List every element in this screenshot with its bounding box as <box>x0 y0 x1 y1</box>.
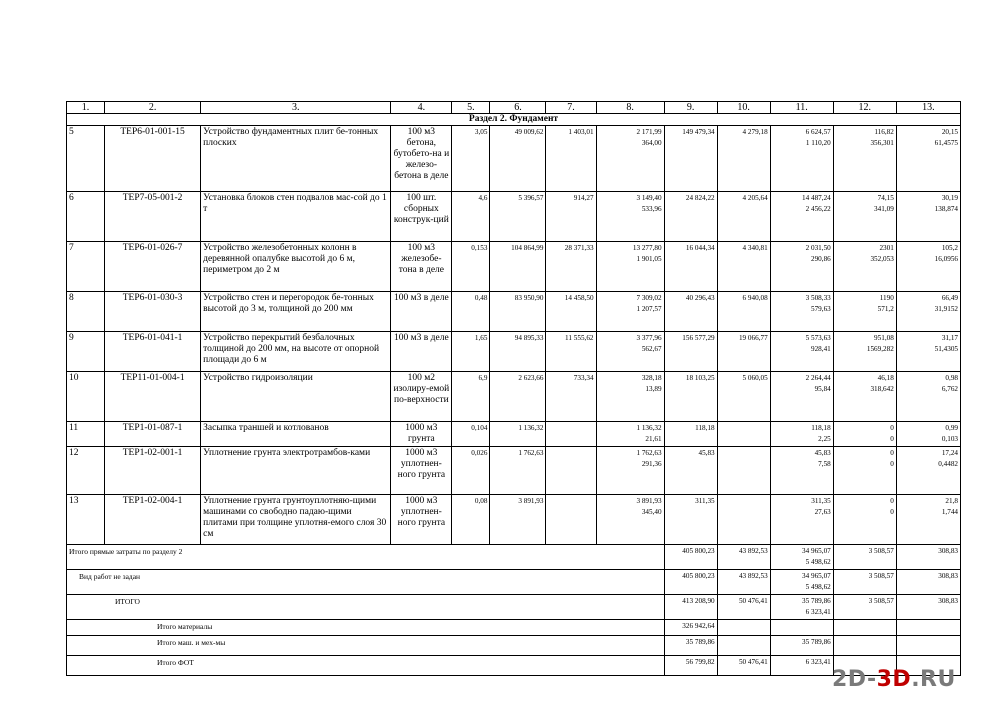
total-machine <box>770 192 833 242</box>
total-label: Вид работ не задан <box>67 570 665 595</box>
total-machine-bottom: 6 323,41 <box>805 658 831 666</box>
quantity: 0,48 <box>452 292 490 332</box>
work-name: Устройство железобетонных колонн в деревянной опалубке высотой до 6 м, периметром до 2 м <box>201 242 391 292</box>
machine-cost-top: 2 171,99 <box>636 128 662 136</box>
labor-unit-top: 951,08 <box>874 334 894 342</box>
machine-cost <box>596 422 664 447</box>
work-name: Уплотнение грунта электротрамбов-ками <box>201 447 391 495</box>
total-machine <box>770 620 833 636</box>
labor-unit-bottom: 1569,282 <box>866 345 894 353</box>
labor-unit-bottom: 318,642 <box>870 385 894 393</box>
wage-cost: 1 403,01 <box>546 126 596 192</box>
total-wage: 6 940,08 <box>717 292 770 332</box>
work-name: Установка блоков стен подвалов мас-сой до 1 т <box>201 192 391 242</box>
labor-total <box>896 422 960 447</box>
machine-cost <box>596 372 664 422</box>
table-row <box>67 495 961 545</box>
total-cost: 35 789,86 <box>664 636 717 656</box>
section-title: Раздел 2. Фундамент <box>67 114 961 126</box>
unit-cost: 1 136,32 <box>490 422 546 447</box>
labor-unit-top: 1190 <box>879 294 894 302</box>
labor-total-bottom: 138,874 <box>934 205 958 213</box>
row-number: 13 <box>67 495 105 545</box>
labor-unit-top: 0 <box>890 424 894 432</box>
total-labor-unit <box>833 620 896 636</box>
unit: 100 шт. сборных конструк-ций <box>391 192 452 242</box>
total-cost: 405 800,23 <box>664 545 717 570</box>
rate-code: ТЕР6-01-030-3 <box>105 292 201 332</box>
labor-unit-bottom: 352,053 <box>870 255 894 263</box>
total-machine <box>770 447 833 495</box>
total-machine-bottom: 1 110,20 <box>805 139 831 147</box>
total-machine <box>770 422 833 447</box>
quantity: 0,026 <box>452 447 490 495</box>
total-machine-top: 3 508,33 <box>805 294 831 302</box>
total-machine-bottom: 928,41 <box>810 345 831 353</box>
unit-cost: 2 623,66 <box>490 372 546 422</box>
row-number: 9 <box>67 332 105 372</box>
total-machine-bottom: 7,58 <box>818 460 831 468</box>
total-cost: 311,35 <box>664 495 717 545</box>
total-machine-bottom: 290,86 <box>810 255 831 263</box>
total-machine-bottom: 5 498,62 <box>805 558 831 566</box>
rate-code: ТЕР1-02-004-1 <box>105 495 201 545</box>
unit-cost: 49 009,62 <box>490 126 546 192</box>
wage-cost: 914,27 <box>546 192 596 242</box>
col-header-13: 13. <box>896 102 960 114</box>
total-cost: 413 208,90 <box>664 595 717 620</box>
total-label: Итого материалы <box>67 620 665 636</box>
total-machine <box>770 332 833 372</box>
machine-cost <box>596 242 664 292</box>
work-name: Устройство перекрытий безбалочных толщиной до 200 мм, на высоте от опорной площади до 6 м <box>201 332 391 372</box>
machine-cost-top: 13 277,80 <box>632 244 662 252</box>
labor-unit-bottom: 0 <box>890 435 894 443</box>
labor-total <box>896 372 960 422</box>
total-row <box>67 570 961 595</box>
machine-cost-bottom: 291,36 <box>641 460 662 468</box>
col-header-8: 8. <box>596 102 664 114</box>
total-wage: 19 066,77 <box>717 332 770 372</box>
labor-unit-top: 74,15 <box>877 194 894 202</box>
total-cost: 326 942,64 <box>664 620 717 636</box>
col-header-5: 5. <box>452 102 490 114</box>
total-machine-top: 311,35 <box>811 497 831 505</box>
quantity: 0,08 <box>452 495 490 545</box>
labor-unit-top: 46,18 <box>877 374 894 382</box>
row-number: 11 <box>67 422 105 447</box>
estimate-table-body <box>67 102 961 676</box>
quantity: 4,6 <box>452 192 490 242</box>
total-wage: 50 476,41 <box>717 656 770 676</box>
total-machine <box>770 242 833 292</box>
row-number: 10 <box>67 372 105 422</box>
total-machine-top: 35 789,86 <box>802 638 831 646</box>
labor-total-bottom: 0,103 <box>941 435 958 443</box>
col-header-4: 4. <box>391 102 452 114</box>
total-cost: 149 479,34 <box>664 126 717 192</box>
machine-cost-top: 1 136,32 <box>636 424 662 432</box>
labor-unit <box>833 292 896 332</box>
row-number: 6 <box>67 192 105 242</box>
total-machine-bottom: 5 498,62 <box>805 583 831 591</box>
total-machine-top: 5 573,63 <box>805 334 831 342</box>
machine-cost-bottom: 21,61 <box>645 435 662 443</box>
total-cost: 16 044,34 <box>664 242 717 292</box>
labor-unit <box>833 495 896 545</box>
work-name: Засыпка траншей и котлованов <box>201 422 391 447</box>
col-header-6: 6. <box>490 102 546 114</box>
table-row <box>67 292 961 332</box>
table-row <box>67 447 961 495</box>
total-wage <box>717 495 770 545</box>
work-name: Устройство фундаментных плит бе-тонных плоских <box>201 126 391 192</box>
wage-cost: 11 555,62 <box>546 332 596 372</box>
unit: 100 м3 железобе-тона в деле <box>391 242 452 292</box>
machine-cost-bottom: 1 207,57 <box>636 305 662 313</box>
total-machine <box>770 656 833 676</box>
labor-total-top: 66,49 <box>941 294 958 302</box>
unit-cost: 94 895,33 <box>490 332 546 372</box>
work-name: Уплотнение грунта грунтоуплотняю-щими машинами со свободно падаю-щими плитами при толщине уплотня-емого слоя 30 см <box>201 495 391 545</box>
total-labor: 308,83 <box>896 545 960 570</box>
labor-unit-top: 0 <box>890 449 894 457</box>
total-wage: 4 279,18 <box>717 126 770 192</box>
row-number: 12 <box>67 447 105 495</box>
watermark-part-3: .RU <box>911 667 956 692</box>
col-header-1: 1. <box>67 102 105 114</box>
rate-code: ТЕР7-05-001-2 <box>105 192 201 242</box>
total-machine-bottom: 95,84 <box>814 385 831 393</box>
rate-code: ТЕР1-01-087-1 <box>105 422 201 447</box>
labor-unit-bottom: 341,09 <box>874 205 894 213</box>
labor-total-bottom: 31,9152 <box>934 305 958 313</box>
labor-unit <box>833 242 896 292</box>
labor-unit <box>833 422 896 447</box>
total-wage <box>717 422 770 447</box>
machine-cost-top: 3 891,93 <box>636 497 662 505</box>
site-watermark <box>832 667 956 692</box>
total-machine-bottom: 2,25 <box>818 435 831 443</box>
total-machine-top: 14 487,24 <box>802 194 831 202</box>
row-number: 5 <box>67 126 105 192</box>
col-header-11: 11. <box>770 102 833 114</box>
watermark-part-2: 3D <box>876 667 912 692</box>
total-labor <box>896 620 960 636</box>
table-row <box>67 422 961 447</box>
total-labor-unit: 3 508,57 <box>833 595 896 620</box>
total-cost: 24 824,22 <box>664 192 717 242</box>
labor-total-top: 20,15 <box>941 128 958 136</box>
total-machine-top: 45,83 <box>814 449 831 457</box>
total-row <box>67 620 961 636</box>
labor-unit-top: 2301 <box>879 244 894 252</box>
total-row <box>67 595 961 620</box>
col-header-2: 2. <box>105 102 201 114</box>
labor-total-top: 0,98 <box>945 374 958 382</box>
unit: 1000 м3 грунта <box>391 422 452 447</box>
labor-unit-bottom: 0 <box>890 460 894 468</box>
labor-total <box>896 126 960 192</box>
total-cost: 45,83 <box>664 447 717 495</box>
machine-cost-top: 7 309,02 <box>636 294 662 302</box>
labor-unit <box>833 192 896 242</box>
unit-cost: 83 950,90 <box>490 292 546 332</box>
rate-code: ТЕР6-01-001-15 <box>105 126 201 192</box>
total-machine <box>770 636 833 656</box>
total-labor: 308,83 <box>896 595 960 620</box>
total-machine-top: 2 031,50 <box>805 244 831 252</box>
total-machine-bottom: 6 323,41 <box>805 608 831 616</box>
total-cost: 118,18 <box>664 422 717 447</box>
col-header-12: 12. <box>833 102 896 114</box>
total-wage <box>717 620 770 636</box>
rate-code: ТЕР11-01-004-1 <box>105 372 201 422</box>
machine-cost <box>596 292 664 332</box>
machine-cost-top: 328,18 <box>641 374 662 382</box>
unit-cost: 104 864,99 <box>490 242 546 292</box>
labor-total-bottom: 6,762 <box>941 385 958 393</box>
col-header-10: 10. <box>717 102 770 114</box>
total-cost: 40 296,43 <box>664 292 717 332</box>
total-labor-unit <box>833 636 896 656</box>
labor-total-top: 105,2 <box>941 244 958 252</box>
total-labor-unit: 3 508,57 <box>833 570 896 595</box>
total-cost: 56 799,82 <box>664 656 717 676</box>
labor-total <box>896 192 960 242</box>
total-machine-top: 118,18 <box>811 424 831 432</box>
total-machine <box>770 495 833 545</box>
labor-total-bottom: 0,4482 <box>938 460 958 468</box>
total-wage: 43 892,53 <box>717 545 770 570</box>
total-label: Итого прямые затраты по разделу 2 <box>67 545 665 570</box>
table-row <box>67 332 961 372</box>
unit-cost: 1 762,63 <box>490 447 546 495</box>
labor-unit <box>833 332 896 372</box>
labor-unit-bottom: 356,301 <box>870 139 894 147</box>
total-machine-top: 6 624,57 <box>805 128 831 136</box>
total-machine <box>770 545 833 570</box>
quantity: 3,05 <box>452 126 490 192</box>
machine-cost <box>596 495 664 545</box>
total-cost: 156 577,29 <box>664 332 717 372</box>
estimate-table <box>66 101 961 676</box>
column-number-row <box>67 102 961 114</box>
table-row <box>67 126 961 192</box>
total-row <box>67 636 961 656</box>
wage-cost <box>546 495 596 545</box>
labor-total <box>896 495 960 545</box>
unit: 100 м3 в деле <box>391 332 452 372</box>
total-labor <box>896 636 960 656</box>
labor-unit <box>833 372 896 422</box>
labor-total-bottom: 16,0956 <box>934 255 958 263</box>
wage-cost <box>546 422 596 447</box>
total-machine-bottom: 2 456,22 <box>805 205 831 213</box>
unit: 100 м3 в деле <box>391 292 452 332</box>
unit: 100 м3 бетона, бутобето-на и железо-бетона в деле <box>391 126 452 192</box>
rate-code: ТЕР6-01-041-1 <box>105 332 201 372</box>
labor-total-bottom: 1,744 <box>941 508 958 516</box>
labor-unit-bottom: 571,2 <box>877 305 894 313</box>
labor-total-bottom: 61,4575 <box>934 139 958 147</box>
machine-cost-bottom: 364,00 <box>641 139 662 147</box>
total-cost: 405 800,23 <box>664 570 717 595</box>
total-labor: 308,83 <box>896 570 960 595</box>
section-row <box>67 114 961 126</box>
labor-total-top: 21,8 <box>945 497 958 505</box>
row-number: 7 <box>67 242 105 292</box>
total-row <box>67 656 961 676</box>
col-header-3: 3. <box>201 102 391 114</box>
total-wage: 43 892,53 <box>717 570 770 595</box>
labor-total <box>896 447 960 495</box>
total-machine-bottom: 27,63 <box>814 508 831 516</box>
work-name: Устройство стен и перегородок бе-тонных высотой до 3 м, толщиной до 200 мм <box>201 292 391 332</box>
col-header-7: 7. <box>546 102 596 114</box>
labor-total-top: 0,99 <box>945 424 958 432</box>
labor-total-top: 30,19 <box>941 194 958 202</box>
col-header-9: 9. <box>664 102 717 114</box>
machine-cost-bottom: 562,67 <box>641 345 662 353</box>
total-machine-top: 34 965,07 <box>802 572 831 580</box>
wage-cost: 28 371,33 <box>546 242 596 292</box>
labor-unit-bottom: 0 <box>890 508 894 516</box>
table-row <box>67 242 961 292</box>
rate-code: ТЕР1-02-001-1 <box>105 447 201 495</box>
labor-unit-top: 0 <box>890 497 894 505</box>
machine-cost-bottom: 533,96 <box>641 205 662 213</box>
table-row <box>67 372 961 422</box>
machine-cost <box>596 192 664 242</box>
total-label: ИТОГО <box>67 595 665 620</box>
machine-cost-bottom: 1 901,05 <box>636 255 662 263</box>
total-machine <box>770 292 833 332</box>
unit: 100 м2 изолиру-емой по-верхности <box>391 372 452 422</box>
watermark-part-1: 2D- <box>832 667 877 692</box>
row-number: 8 <box>67 292 105 332</box>
machine-cost <box>596 126 664 192</box>
labor-unit <box>833 126 896 192</box>
machine-cost-top: 1 762,63 <box>636 449 662 457</box>
quantity: 0,104 <box>452 422 490 447</box>
wage-cost: 733,34 <box>546 372 596 422</box>
total-label: Итого ФОТ <box>67 656 665 676</box>
total-wage <box>717 636 770 656</box>
labor-total-top: 31,17 <box>941 334 958 342</box>
machine-cost-bottom: 13,89 <box>645 385 662 393</box>
machine-cost-top: 3 377,96 <box>636 334 662 342</box>
total-machine <box>770 570 833 595</box>
machine-cost-bottom: 345,40 <box>641 508 662 516</box>
total-label: Итого маш. и мех-мы <box>67 636 665 656</box>
total-machine-top: 34 965,07 <box>802 547 831 555</box>
machine-cost <box>596 332 664 372</box>
total-wage: 5 060,05 <box>717 372 770 422</box>
unit-cost: 3 891,93 <box>490 495 546 545</box>
quantity: 0,153 <box>452 242 490 292</box>
table-row <box>67 192 961 242</box>
labor-total-top: 17,24 <box>941 449 958 457</box>
unit: 1000 м3 уплотнен-ного грунта <box>391 447 452 495</box>
quantity: 6,9 <box>452 372 490 422</box>
labor-total <box>896 332 960 372</box>
total-machine <box>770 126 833 192</box>
total-wage <box>717 447 770 495</box>
total-row <box>67 545 961 570</box>
total-wage: 4 205,64 <box>717 192 770 242</box>
unit-cost: 5 396,57 <box>490 192 546 242</box>
work-name: Устройство гидроизоляции <box>201 372 391 422</box>
labor-unit-top: 116,82 <box>874 128 894 136</box>
labor-total <box>896 292 960 332</box>
unit: 1000 м3 уплотнен-ного грунта <box>391 495 452 545</box>
total-machine-bottom: 579,63 <box>810 305 831 313</box>
wage-cost: 14 458,50 <box>546 292 596 332</box>
rate-code: ТЕР6-01-026-7 <box>105 242 201 292</box>
labor-total-bottom: 51,4305 <box>934 345 958 353</box>
machine-cost-top: 3 149,40 <box>636 194 662 202</box>
total-machine-top: 2 264,44 <box>805 374 831 382</box>
labor-total <box>896 242 960 292</box>
total-labor-unit: 3 508,57 <box>833 545 896 570</box>
wage-cost <box>546 447 596 495</box>
labor-unit <box>833 447 896 495</box>
total-wage: 50 476,41 <box>717 595 770 620</box>
quantity: 1,65 <box>452 332 490 372</box>
machine-cost <box>596 447 664 495</box>
total-cost: 18 103,25 <box>664 372 717 422</box>
total-wage: 4 340,81 <box>717 242 770 292</box>
total-machine-top: 35 789,86 <box>802 597 831 605</box>
total-machine <box>770 372 833 422</box>
total-machine <box>770 595 833 620</box>
